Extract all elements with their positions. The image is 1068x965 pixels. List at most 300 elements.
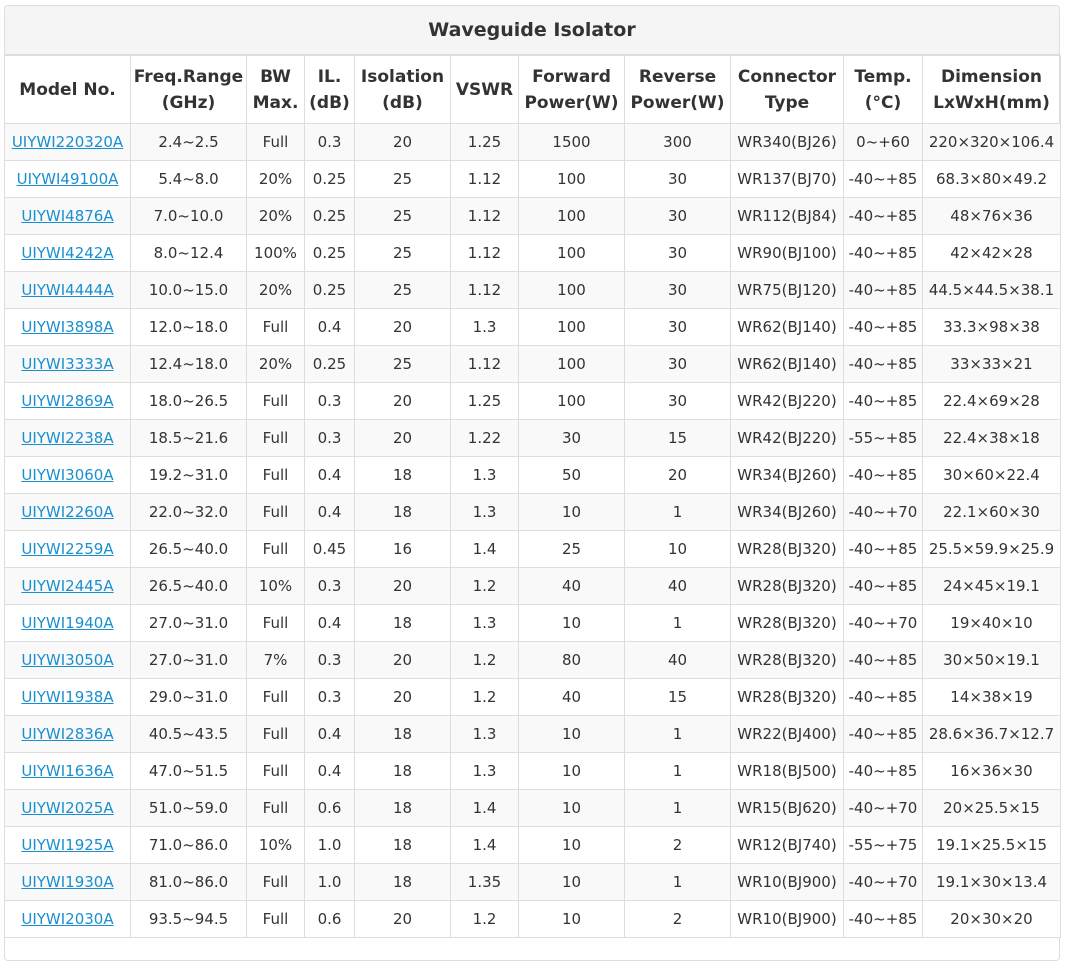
table-cell: 0.6 <box>305 901 355 938</box>
table-cell <box>5 531 131 568</box>
table-cell: 50 <box>519 457 625 494</box>
table-cell: Full <box>247 383 305 420</box>
table-cell: 18.5~21.6 <box>131 420 247 457</box>
table-cell: Full <box>247 124 305 161</box>
table-cell: 1.12 <box>451 235 519 272</box>
table-cell: -40~+70 <box>844 864 923 901</box>
table-cell: 220×320×106.4 <box>923 124 1061 161</box>
table-cell: 42×42×28 <box>923 235 1061 272</box>
table-cell: 30×60×22.4 <box>923 457 1061 494</box>
table-cell: 1.3 <box>451 605 519 642</box>
table-cell: 100 <box>519 161 625 198</box>
table-cell: 20% <box>247 346 305 383</box>
table-cell: 0.45 <box>305 531 355 568</box>
table-cell: 20×25.5×15 <box>923 790 1061 827</box>
table-cell: 0.3 <box>305 420 355 457</box>
table-cell: 20% <box>247 161 305 198</box>
table-cell: 12.0~18.0 <box>131 309 247 346</box>
column-header-unit: LxWxH(mm) <box>933 92 1050 113</box>
table-cell: 48×76×36 <box>923 198 1061 235</box>
column-header-label: Connector <box>737 66 837 87</box>
table-cell: 20 <box>625 457 731 494</box>
table-cell: Full <box>247 679 305 716</box>
table-cell: -40~+85 <box>844 753 923 790</box>
column-header-label: Isolation <box>360 66 445 87</box>
table-cell: 0.4 <box>305 309 355 346</box>
table-cell: 0.3 <box>305 679 355 716</box>
table-cell: 10 <box>519 901 625 938</box>
table-cell <box>5 642 131 679</box>
table-cell: 22.1×60×30 <box>923 494 1061 531</box>
table-cell: 100 <box>519 383 625 420</box>
table-title: Waveguide Isolator <box>5 6 1059 55</box>
table-cell: 1.25 <box>451 383 519 420</box>
table-row <box>5 531 1061 568</box>
table-cell: 1.3 <box>451 753 519 790</box>
table-cell: 18 <box>355 827 451 864</box>
column-header-unit: Type <box>764 92 810 113</box>
table-cell: 0.25 <box>305 198 355 235</box>
table-cell: 0.4 <box>305 605 355 642</box>
table-cell: 47.0~51.5 <box>131 753 247 790</box>
table-cell: 1500 <box>519 124 625 161</box>
table-cell: 1.3 <box>451 309 519 346</box>
table-cell: 0.25 <box>305 346 355 383</box>
table-cell: Full <box>247 790 305 827</box>
table-body <box>5 124 1061 938</box>
column-header-unit: (dB) <box>382 92 423 113</box>
table-cell: Full <box>247 716 305 753</box>
table-cell: 20×30×20 <box>923 901 1061 938</box>
table-cell: 10 <box>519 716 625 753</box>
table-cell: 22.4×38×18 <box>923 420 1061 457</box>
model-link[interactable]: UIYWI1636A <box>21 762 114 780</box>
table-cell: 30 <box>625 383 731 420</box>
table-cell: 19×40×10 <box>923 605 1061 642</box>
column-header <box>923 56 1061 124</box>
table-cell: 33.3×98×38 <box>923 309 1061 346</box>
table-cell: 100 <box>519 309 625 346</box>
table-cell: WR34(BJ260) <box>731 457 844 494</box>
table-cell: 25 <box>355 198 451 235</box>
model-link[interactable]: UIYWI2869A <box>21 392 114 410</box>
table-cell <box>5 605 131 642</box>
table-cell: 1.12 <box>451 161 519 198</box>
model-link[interactable]: UIYWI1930A <box>21 873 114 891</box>
table-cell: 0.3 <box>305 642 355 679</box>
table-cell: 1.2 <box>451 679 519 716</box>
model-link[interactable]: UIYWI4876A <box>21 207 114 225</box>
model-link[interactable]: UIYWI3060A <box>21 466 114 484</box>
table-cell: 27.0~31.0 <box>131 605 247 642</box>
table-cell: 28.6×36.7×12.7 <box>923 716 1061 753</box>
table-cell: 24×45×19.1 <box>923 568 1061 605</box>
table-cell: -40~+85 <box>844 716 923 753</box>
table-cell: 16 <box>355 531 451 568</box>
table-cell: 2 <box>625 901 731 938</box>
table-cell: 0.25 <box>305 235 355 272</box>
table-cell: -55~+85 <box>844 420 923 457</box>
table-cell: 27.0~31.0 <box>131 642 247 679</box>
table-cell: 40 <box>625 642 731 679</box>
table-cell: 29.0~31.0 <box>131 679 247 716</box>
table-cell: 51.0~59.0 <box>131 790 247 827</box>
table-cell: 1.3 <box>451 494 519 531</box>
table-row <box>5 309 1061 346</box>
table-row <box>5 568 1061 605</box>
column-header <box>305 56 355 124</box>
table-cell: WR75(BJ120) <box>731 272 844 309</box>
table-cell: 1 <box>625 605 731 642</box>
table-cell: 1.4 <box>451 531 519 568</box>
table-cell: 40.5~43.5 <box>131 716 247 753</box>
table-cell: 10 <box>519 753 625 790</box>
table-cell: 1.4 <box>451 790 519 827</box>
table-cell: 0.6 <box>305 790 355 827</box>
table-cell <box>5 161 131 198</box>
table-cell: 100 <box>519 346 625 383</box>
table-cell: 25 <box>355 161 451 198</box>
table-cell <box>5 420 131 457</box>
column-header <box>625 56 731 124</box>
column-header-unit: Max. <box>252 92 299 113</box>
table-cell: WR137(BJ70) <box>731 161 844 198</box>
column-header-unit: Power(W) <box>524 92 619 113</box>
table-cell: 25.5×59.9×25.9 <box>923 531 1061 568</box>
table-cell: -40~+70 <box>844 494 923 531</box>
table-cell: 1.22 <box>451 420 519 457</box>
table-cell: -40~+85 <box>844 568 923 605</box>
column-header-label: Freq.Range <box>133 66 244 87</box>
table-cell: 2.4~2.5 <box>131 124 247 161</box>
table-cell: 18.0~26.5 <box>131 383 247 420</box>
table-cell: Full <box>247 605 305 642</box>
table-cell: 1.12 <box>451 272 519 309</box>
table-cell: 0.4 <box>305 716 355 753</box>
table-cell: 20 <box>355 309 451 346</box>
column-header <box>131 56 247 124</box>
table-cell: 71.0~86.0 <box>131 827 247 864</box>
table-cell: 18 <box>355 605 451 642</box>
table-cell: 25 <box>355 272 451 309</box>
table-cell: 10.0~15.0 <box>131 272 247 309</box>
table-cell: 1.12 <box>451 346 519 383</box>
column-header <box>844 56 923 124</box>
model-link[interactable]: UIYWI2030A <box>21 910 114 928</box>
table-cell: 15 <box>625 679 731 716</box>
model-link[interactable]: UIYWI2445A <box>21 577 114 595</box>
table-cell: 1.0 <box>305 827 355 864</box>
model-link[interactable]: UIYWI2836A <box>21 725 114 743</box>
table-cell: 20 <box>355 383 451 420</box>
table-cell: 10% <box>247 568 305 605</box>
column-header-label: Reverse <box>638 66 717 87</box>
table-cell: 0.4 <box>305 494 355 531</box>
table-cell: 18 <box>355 494 451 531</box>
table-cell: 0.25 <box>305 161 355 198</box>
model-link[interactable]: UIYWI3333A <box>21 355 114 373</box>
table-cell <box>5 494 131 531</box>
table-cell: 40 <box>519 679 625 716</box>
column-header-label: Forward <box>532 66 611 87</box>
table-cell: 30 <box>625 198 731 235</box>
table-cell: 1.2 <box>451 568 519 605</box>
table-cell: WR62(BJ140) <box>731 309 844 346</box>
column-header-label: Temp. <box>854 66 912 87</box>
column-header <box>519 56 625 124</box>
column-header-unit: (dB) <box>309 92 350 113</box>
table-cell: WR12(BJ740) <box>731 827 844 864</box>
table-cell <box>5 346 131 383</box>
table-cell: Full <box>247 309 305 346</box>
table-cell: Full <box>247 420 305 457</box>
table-cell: 10% <box>247 827 305 864</box>
model-link[interactable]: UIYWI2238A <box>21 429 114 447</box>
table-cell: Full <box>247 531 305 568</box>
table-cell: Full <box>247 753 305 790</box>
table-cell: WR10(BJ900) <box>731 901 844 938</box>
model-link[interactable]: UIYWI4444A <box>21 281 114 299</box>
table-cell: 18 <box>355 457 451 494</box>
table-cell: 10 <box>519 494 625 531</box>
table-row <box>5 679 1061 716</box>
table-cell: 8.0~12.4 <box>131 235 247 272</box>
table-cell <box>5 309 131 346</box>
table-row <box>5 642 1061 679</box>
table-cell: 100 <box>519 272 625 309</box>
column-header <box>451 56 519 124</box>
table-cell <box>5 864 131 901</box>
model-link[interactable]: UIYWI1925A <box>21 836 114 854</box>
table-cell: 25 <box>355 235 451 272</box>
table-cell: 7% <box>247 642 305 679</box>
table-cell: 20% <box>247 198 305 235</box>
table-cell: Full <box>247 457 305 494</box>
table-cell: 19.1×25.5×15 <box>923 827 1061 864</box>
table-cell: 10 <box>519 605 625 642</box>
table-cell: 18 <box>355 864 451 901</box>
table-cell: 2 <box>625 827 731 864</box>
model-link[interactable]: UIYWI1938A <box>21 688 114 706</box>
table-cell: 1.12 <box>451 198 519 235</box>
table-cell: 30 <box>519 420 625 457</box>
table-cell: 81.0~86.0 <box>131 864 247 901</box>
table-cell: 40 <box>625 568 731 605</box>
table-cell: WR90(BJ100) <box>731 235 844 272</box>
table-cell <box>5 124 131 161</box>
table-cell <box>5 568 131 605</box>
table-cell: 30 <box>625 346 731 383</box>
table-cell: 5.4~8.0 <box>131 161 247 198</box>
table-cell: 1.35 <box>451 864 519 901</box>
table-cell: 20 <box>355 124 451 161</box>
table-row <box>5 383 1061 420</box>
table-cell <box>5 790 131 827</box>
table-cell: WR28(BJ320) <box>731 642 844 679</box>
column-header-unit: Power(W) <box>630 92 725 113</box>
column-header-label: IL. <box>317 66 342 87</box>
table-cell: WR42(BJ220) <box>731 420 844 457</box>
table-cell <box>5 383 131 420</box>
column-header-unit: (GHz) <box>161 92 216 113</box>
table-cell <box>5 457 131 494</box>
table-cell: 1 <box>625 716 731 753</box>
table-cell: 15 <box>625 420 731 457</box>
isolator-table <box>4 55 1061 938</box>
table-row <box>5 161 1061 198</box>
table-cell: -40~+85 <box>844 383 923 420</box>
table-row <box>5 235 1061 272</box>
model-link[interactable]: UIYWI220320A <box>11 133 124 151</box>
model-link[interactable]: UIYWI2025A <box>21 799 114 817</box>
table-cell: -40~+85 <box>844 161 923 198</box>
isolator-panel <box>4 5 1060 961</box>
table-cell: 80 <box>519 642 625 679</box>
table-cell: 0~+60 <box>844 124 923 161</box>
table-cell: 18 <box>355 753 451 790</box>
table-cell: -40~+85 <box>844 901 923 938</box>
table-cell: 20 <box>355 642 451 679</box>
table-cell: 1.2 <box>451 642 519 679</box>
table-cell: WR34(BJ260) <box>731 494 844 531</box>
table-cell: 20 <box>355 568 451 605</box>
table-cell: 0.25 <box>305 272 355 309</box>
table-cell: 18 <box>355 716 451 753</box>
model-link[interactable]: UIYWI3898A <box>21 318 114 336</box>
table-cell: WR42(BJ220) <box>731 383 844 420</box>
model-link[interactable]: UIYWI3050A <box>21 651 114 669</box>
table-cell: 33×33×21 <box>923 346 1061 383</box>
table-row <box>5 605 1061 642</box>
model-link[interactable]: UIYWI2259A <box>21 540 114 558</box>
table-cell: -40~+85 <box>844 642 923 679</box>
table-cell: 1 <box>625 864 731 901</box>
table-row <box>5 272 1061 309</box>
table-cell: 1 <box>625 753 731 790</box>
model-link[interactable]: UIYWI49100A <box>16 170 119 188</box>
column-header-label: BW <box>260 66 291 87</box>
table-cell <box>5 901 131 938</box>
table-cell: 1.0 <box>305 864 355 901</box>
table-cell: 20 <box>355 679 451 716</box>
table-cell <box>5 272 131 309</box>
table-row <box>5 494 1061 531</box>
table-cell: 100 <box>519 198 625 235</box>
table-cell: -40~+85 <box>844 679 923 716</box>
column-header-label: Dimension <box>940 66 1042 87</box>
table-cell: -40~+85 <box>844 235 923 272</box>
table-cell: 25 <box>355 346 451 383</box>
table-cell: 25 <box>519 531 625 568</box>
table-cell: 7.0~10.0 <box>131 198 247 235</box>
table-cell <box>5 198 131 235</box>
table-cell: Full <box>247 864 305 901</box>
table-cell: WR22(BJ400) <box>731 716 844 753</box>
table-cell: 20 <box>355 420 451 457</box>
table-cell: 1.3 <box>451 457 519 494</box>
column-header-unit: (°C) <box>864 92 902 113</box>
model-link[interactable]: UIYWI1940A <box>21 614 114 632</box>
table-cell: WR28(BJ320) <box>731 531 844 568</box>
table-cell: 0.4 <box>305 457 355 494</box>
model-link[interactable]: UIYWI2260A <box>21 503 114 521</box>
table-row <box>5 457 1061 494</box>
table-cell: -40~+85 <box>844 531 923 568</box>
table-cell: -40~+85 <box>844 346 923 383</box>
table-row <box>5 420 1061 457</box>
table-row <box>5 790 1061 827</box>
column-header <box>731 56 844 124</box>
table-cell: 0.3 <box>305 568 355 605</box>
table-cell: 300 <box>625 124 731 161</box>
table-cell: 0.3 <box>305 383 355 420</box>
table-cell: WR28(BJ320) <box>731 605 844 642</box>
table-cell: -40~+85 <box>844 272 923 309</box>
table-cell: 14×38×19 <box>923 679 1061 716</box>
table-cell: WR62(BJ140) <box>731 346 844 383</box>
table-cell: 30×50×19.1 <box>923 642 1061 679</box>
table-cell: WR28(BJ320) <box>731 679 844 716</box>
table-cell: WR18(BJ500) <box>731 753 844 790</box>
table-cell: WR15(BJ620) <box>731 790 844 827</box>
table-cell: 0.3 <box>305 124 355 161</box>
table-cell: 30 <box>625 272 731 309</box>
table-cell: 0.4 <box>305 753 355 790</box>
table-row <box>5 716 1061 753</box>
table-cell: 12.4~18.0 <box>131 346 247 383</box>
table-cell: 18 <box>355 790 451 827</box>
table-cell: 20 <box>355 901 451 938</box>
table-cell <box>5 753 131 790</box>
table-row <box>5 198 1061 235</box>
table-cell: 1.2 <box>451 901 519 938</box>
table-cell: 20% <box>247 272 305 309</box>
table-cell: -40~+70 <box>844 605 923 642</box>
table-cell: WR112(BJ84) <box>731 198 844 235</box>
table-cell: 19.2~31.0 <box>131 457 247 494</box>
table-cell: 30 <box>625 235 731 272</box>
column-header <box>5 56 131 124</box>
table-cell: 1 <box>625 790 731 827</box>
table-cell: 1.3 <box>451 716 519 753</box>
column-header <box>247 56 305 124</box>
table-cell <box>5 235 131 272</box>
column-header-label: Model No. <box>19 79 116 100</box>
table-cell: 30 <box>625 161 731 198</box>
table-cell: 40 <box>519 568 625 605</box>
table-cell: 93.5~94.5 <box>131 901 247 938</box>
table-cell: 22.4×69×28 <box>923 383 1061 420</box>
table-row <box>5 864 1061 901</box>
table-cell: -55~+75 <box>844 827 923 864</box>
table-cell: 10 <box>519 790 625 827</box>
table-row <box>5 827 1061 864</box>
header-row <box>5 56 1061 124</box>
table-cell: 26.5~40.0 <box>131 568 247 605</box>
table-row <box>5 901 1061 938</box>
model-link[interactable]: UIYWI4242A <box>21 244 114 262</box>
table-cell: 100% <box>247 235 305 272</box>
table-cell: WR28(BJ320) <box>731 568 844 605</box>
table-cell: 68.3×80×49.2 <box>923 161 1061 198</box>
table-cell: 19.1×30×13.4 <box>923 864 1061 901</box>
table-cell: 1.25 <box>451 124 519 161</box>
table-cell: 30 <box>625 309 731 346</box>
column-header-label: VSWR <box>455 79 514 100</box>
table-cell: -40~+85 <box>844 198 923 235</box>
table-cell: -40~+70 <box>844 790 923 827</box>
table-cell: 1.4 <box>451 827 519 864</box>
